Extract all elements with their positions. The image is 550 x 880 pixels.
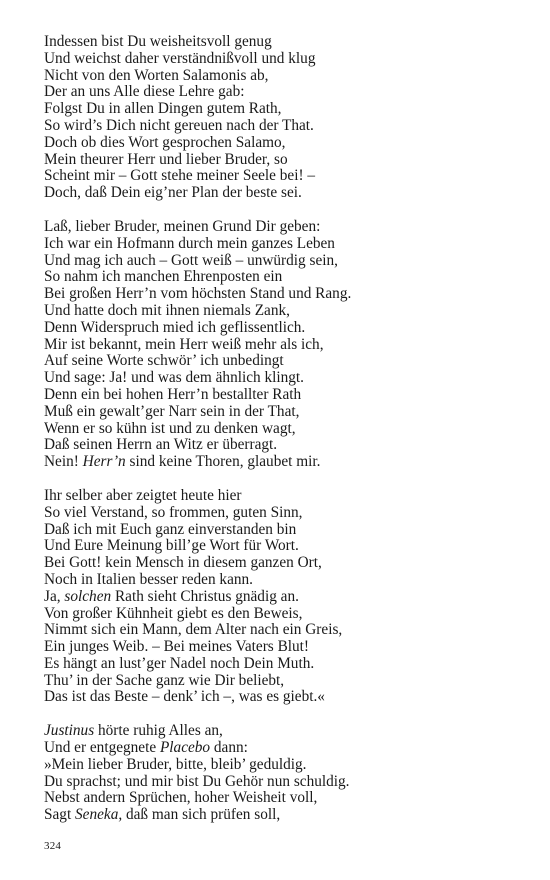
line-text: hörte ruhig Alles an,: [94, 722, 223, 740]
line-text: Mir ist bekannt, mein Herr weiß mehr als ich,: [44, 335, 324, 353]
verse-line: [44, 774, 524, 791]
line-text: Mein theurer Herr und lieber Bruder, so: [44, 150, 288, 168]
stanza: [44, 34, 524, 202]
line-text: Scheint mir – Gott stehe meiner Seele bei! –: [44, 167, 316, 185]
line-text: Nicht von den Worten Salamonis ab,: [44, 66, 269, 84]
line-text: So viel Verstand, so frommen, guten Sinn,: [44, 503, 303, 521]
stanza: [44, 488, 524, 706]
line-text: Und hatte doch mit ihnen niemals Zank,: [44, 301, 290, 319]
verse-line: [44, 68, 524, 85]
line-text: Doch, daß Dein eig’ner Plan der beste sei.: [44, 184, 302, 202]
line-text: dann:: [210, 739, 248, 757]
verse-line: [44, 555, 524, 572]
line-text: Auf seine Worte schwör’ ich unbedingt: [44, 352, 284, 370]
verse-line: [44, 790, 524, 807]
line-text: Und mag ich auch – Gott weiß – unwürdig sein,: [44, 251, 338, 269]
line-text: Folgst Du in allen Dingen gutem Rath,: [44, 100, 282, 118]
verse-line: [44, 168, 524, 185]
verse-line: [44, 387, 524, 404]
line-text: daß man sich prüfen soll,: [122, 806, 281, 824]
line-text: Nimmt sich ein Mann, dem Alter nach ein Greis,: [44, 621, 343, 639]
line-text: Nein!: [44, 453, 83, 471]
line-text: Von großer Kühnheit giebt es den Beweis,: [44, 604, 303, 622]
verse-line: [44, 269, 524, 286]
verse-line: [44, 488, 524, 505]
verse-line: [44, 353, 524, 370]
line-text: Du sprachst; und mir bist Du Gehör nun schuldig.: [44, 772, 350, 790]
line-text: Ein junges Weib. – Bei meines Vaters Blut!: [44, 638, 310, 656]
verse-line: [44, 421, 524, 438]
line-text: Ich war ein Hofmann durch mein ganzes Leben: [44, 234, 335, 252]
verse-line: [44, 34, 524, 51]
verse-line: [44, 437, 524, 454]
line-text: Das ist das Beste – denk’ ich –, was es giebt.«: [44, 688, 325, 706]
verse-line: [44, 807, 524, 824]
italic-text: Placebo: [159, 739, 211, 757]
verse-line: [44, 84, 524, 101]
verse-line: [44, 286, 524, 303]
verse-line: [44, 572, 524, 589]
verse-line: [44, 673, 524, 690]
verse-line: [44, 135, 524, 152]
verse-line: [44, 118, 524, 135]
verse-line: [44, 757, 524, 774]
italic-text: Justinus: [44, 722, 95, 740]
verse-line: [44, 723, 524, 740]
line-text: Doch ob dies Wort gesprochen Salamo,: [44, 133, 286, 151]
verse-line: [44, 639, 524, 656]
verse-line: [44, 622, 524, 639]
verse-line: [44, 51, 524, 68]
line-text: Und weichst daher verständnißvoll und klug: [44, 49, 316, 67]
line-text: Es hängt an lust’ger Nadel noch Dein Muth.: [44, 654, 315, 672]
line-text: Und sage: Ja! und was dem ähnlich klingt.: [44, 369, 304, 387]
poem-page: [44, 34, 524, 841]
line-text: Daß ich mit Euch ganz einverstanden bin: [44, 520, 297, 538]
verse-line: [44, 538, 524, 555]
line-text: »Mein lieber Bruder, bitte, bleib’ geduldig.: [44, 755, 307, 773]
verse-line: [44, 185, 524, 202]
verse-line: [44, 606, 524, 623]
verse-line: [44, 689, 524, 706]
line-text: Thu’ in der Sache ganz wie Dir beliebt,: [44, 671, 285, 689]
verse-line: [44, 236, 524, 253]
line-text: Ihr selber aber zeigtet heute hier: [44, 486, 242, 504]
line-text: Daß seinen Herrn an Witz er überragt.: [44, 436, 278, 454]
line-text: Laß, lieber Bruder, meinen Grund Dir geben:: [44, 217, 321, 235]
line-text: Denn ein bei hohen Herr’n bestallter Rath: [44, 385, 302, 403]
line-text: So nahm ich manchen Ehrenposten ein: [44, 268, 283, 286]
verse-line: [44, 589, 524, 606]
line-text: Denn Widerspruch mied ich geflissentlich.: [44, 318, 306, 336]
line-text: Der an uns Alle diese Lehre gab:: [44, 83, 245, 101]
verse-line: [44, 320, 524, 337]
line-text: So wird’s Dich nicht gereuen nach der That.: [44, 116, 314, 134]
line-text: Bei großen Herr’n vom höchsten Stand und Rang.: [44, 285, 352, 303]
stanza: [44, 723, 524, 824]
verse-line: [44, 101, 524, 118]
line-text: Sagt: [44, 806, 76, 824]
line-text: Noch in Italien besser reden kann.: [44, 570, 253, 588]
page-number: 324: [44, 840, 62, 852]
italic-text: solchen: [64, 587, 112, 605]
line-text: Und er entgegnete: [44, 739, 160, 757]
verse-line: [44, 337, 524, 354]
line-text: Indessen bist Du weisheitsvoll genug: [44, 33, 272, 50]
italic-text: Seneka,: [75, 806, 123, 824]
line-text: Rath sieht Christus gnädig an.: [111, 587, 299, 605]
verse-line: [44, 152, 524, 169]
verse-line: [44, 370, 524, 387]
verse-line: [44, 219, 524, 236]
verse-line: [44, 505, 524, 522]
line-text: Ja,: [44, 587, 65, 605]
verse-line: [44, 522, 524, 539]
stanza: [44, 219, 524, 471]
verse-line: [44, 303, 524, 320]
italic-text: Herr’n: [82, 453, 126, 471]
line-text: Bei Gott! kein Mensch in diesem ganzen Ort,: [44, 554, 322, 572]
line-text: Nebst andern Sprüchen, hoher Weisheit voll,: [44, 789, 318, 807]
verse-line: [44, 404, 524, 421]
line-text: sind keine Thoren, glaubet mir.: [125, 453, 321, 471]
verse-line: [44, 656, 524, 673]
line-text: Wenn er so kühn ist und zu denken wagt,: [44, 419, 296, 437]
verse-line: [44, 253, 524, 270]
line-text: Und Eure Meinung bill’ge Wort für Wort.: [44, 537, 299, 555]
verse-line: [44, 740, 524, 757]
line-text: Muß ein gewalt’ger Narr sein in der That,: [44, 402, 300, 420]
verse-line: [44, 454, 524, 471]
